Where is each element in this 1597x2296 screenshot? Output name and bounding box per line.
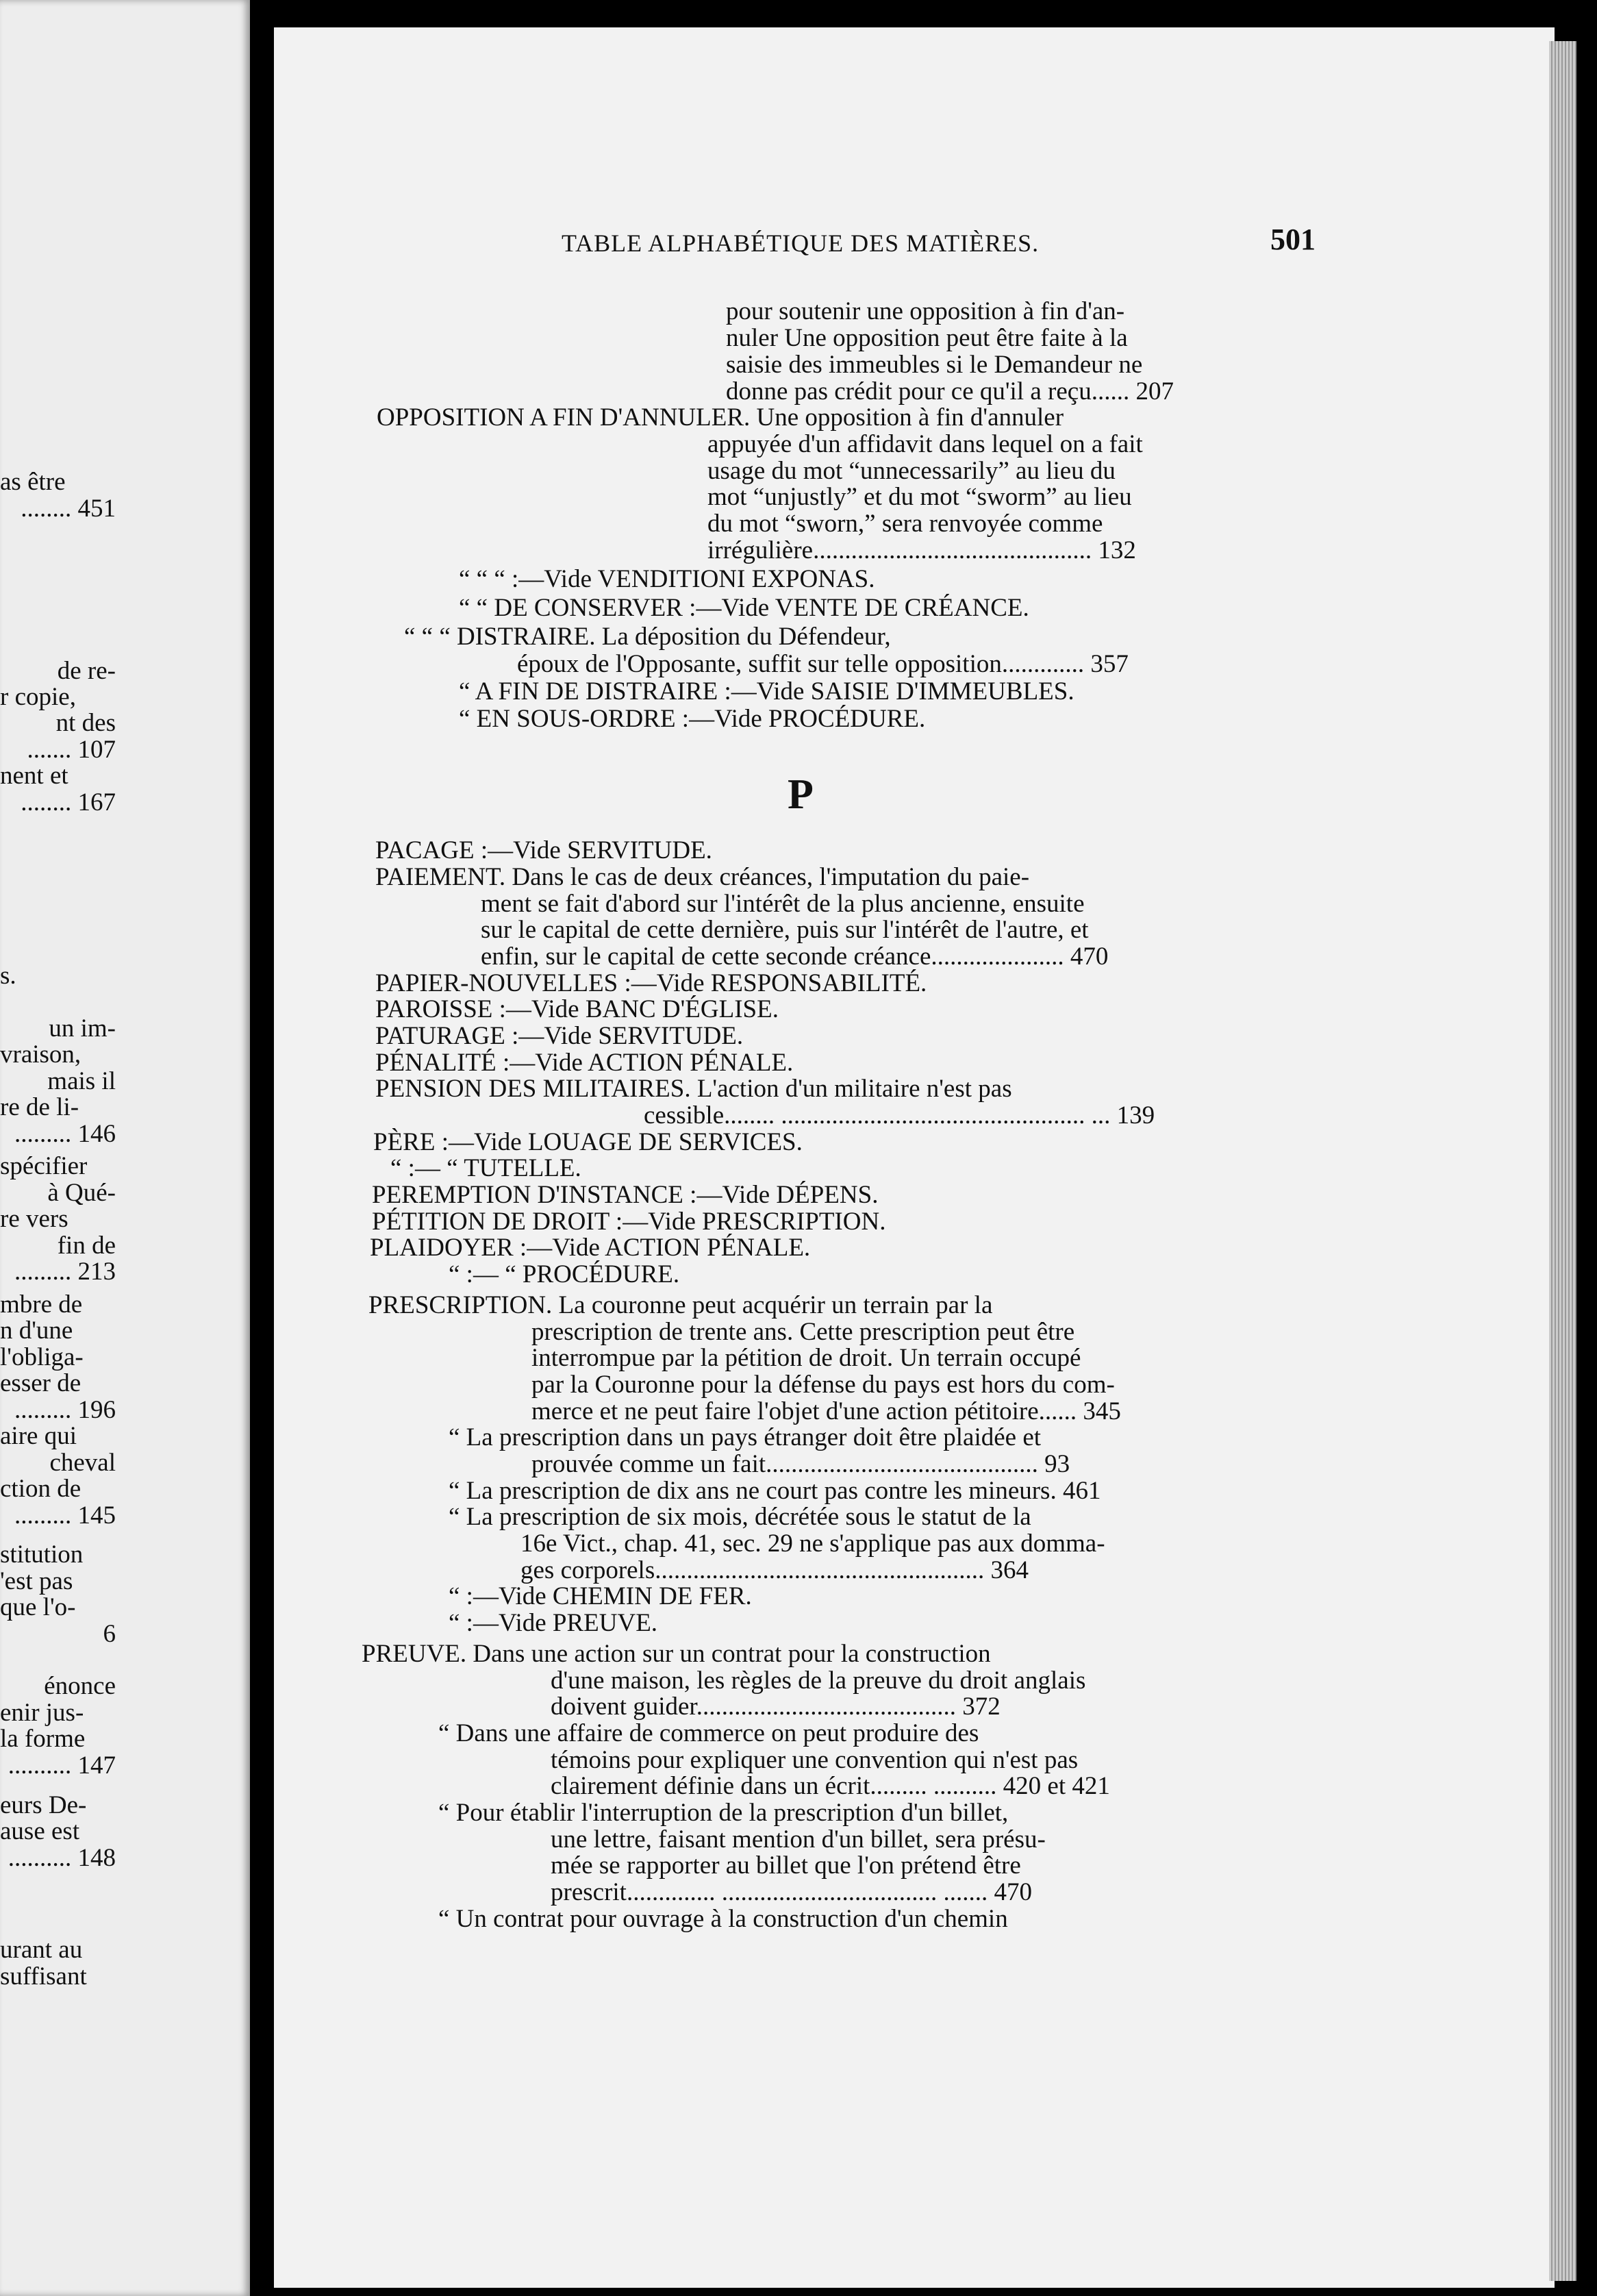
- index-line: doivent guider......................................... 372: [551, 1693, 1001, 1721]
- index-line: “ La prescription de six mois, décrétée sous le statut de la: [449, 1503, 1031, 1531]
- index-line: “ “ DE CONSERVER :—Vide VENTE DE CRÉANCE.: [459, 594, 1029, 622]
- left-page-line: re de li-: [0, 1093, 79, 1121]
- left-page-line: enir jus-: [0, 1699, 84, 1727]
- left-page-line: 'est pas: [0, 1567, 73, 1595]
- index-line: prescription de trente ans. Cette prescription peut être: [531, 1318, 1075, 1346]
- index-line: nuler Une opposition peut être faite à la: [726, 324, 1128, 352]
- index-line: “ “ “ :—Vide VENDITIONI EXPONAS.: [459, 565, 875, 593]
- index-line: PLAIDOYER :—Vide ACTION PÉNALE.: [370, 1234, 811, 1262]
- left-page-line: urant au: [0, 1936, 83, 1964]
- index-line: usage du mot “unnecessarily” au lieu du: [707, 457, 1116, 485]
- left-page-line: à Qué-: [47, 1179, 116, 1207]
- index-line: appuyée d'un affidavit dans lequel on a fait: [707, 430, 1143, 458]
- index-line: PÉNALITÉ :—Vide ACTION PÉNALE.: [375, 1049, 794, 1077]
- left-page-line: ......... 146: [14, 1120, 116, 1148]
- left-page: [0, 0, 250, 2296]
- index-line: PRESCRIPTION. La couronne peut acquérir un terrain par la: [368, 1291, 993, 1319]
- left-page-line: de re-: [57, 657, 116, 685]
- index-line: “ La prescription dans un pays étranger doit être plaidée et: [449, 1423, 1042, 1451]
- index-line: du mot “sworn,” sera renvoyée comme: [707, 510, 1103, 538]
- index-line: par la Couronne pour la défense du pays est hors du com-: [531, 1371, 1115, 1399]
- left-page-line: ......... 196: [14, 1396, 116, 1424]
- index-line: PREUVE. Dans une action sur un contrat pour la construction: [362, 1640, 991, 1668]
- index-line: interrompue par la pétition de droit. Un terrain occupé: [531, 1344, 1081, 1372]
- left-page-line: ......... 213: [14, 1258, 116, 1286]
- left-page-line: la forme: [0, 1725, 86, 1753]
- page-number: 501: [1270, 223, 1316, 256]
- index-line: irrégulière............................................ 132: [707, 536, 1136, 564]
- index-line: “ Dans une affaire de commerce on peut produire des: [438, 1719, 979, 1747]
- left-page-line: vraison,: [0, 1040, 81, 1069]
- index-line: PÉTITION DE DROIT :—Vide PRESCRIPTION.: [372, 1208, 886, 1236]
- index-line: “ EN SOUS-ORDRE :—Vide PROCÉDURE.: [459, 705, 926, 733]
- index-line: “ Pour établir l'interruption de la prescription d'un billet,: [438, 1799, 1009, 1827]
- left-page-line: as être: [0, 468, 66, 496]
- index-line: PATURAGE :—Vide SERVITUDE.: [375, 1022, 744, 1050]
- section-letter: P: [788, 771, 814, 818]
- left-page-line: nent et: [0, 762, 68, 790]
- left-page-line: re vers: [0, 1205, 68, 1233]
- left-page-line: un im-: [49, 1014, 116, 1043]
- left-page-line: ....... 107: [27, 736, 116, 764]
- index-line: ges corporels.................................................... 364: [520, 1556, 1029, 1584]
- running-head: TABLE ALPHABÉTIQUE DES MATIÈRES.: [562, 229, 1040, 257]
- left-page-line: nt des: [55, 709, 116, 737]
- left-page-line: esser de: [0, 1369, 81, 1397]
- index-line: pour soutenir une opposition à fin d'an-: [726, 297, 1125, 325]
- index-line: mot “unjustly” et du mot “sworm” au lieu: [707, 483, 1132, 511]
- index-line: PAROISSE :—Vide BANC D'ÉGLISE.: [375, 995, 779, 1023]
- index-line: “ La prescription de dix ans ne court pas contre les mineurs. 461: [449, 1477, 1101, 1505]
- index-line: merce et ne peut faire l'objet d'une action pétitoire...... 345: [531, 1397, 1121, 1425]
- left-page-line: aire qui: [0, 1422, 77, 1450]
- index-line: 16e Vict., chap. 41, sec. 29 ne s'applique pas aux domma-: [520, 1530, 1105, 1558]
- index-line: saisie des immeubles si le Demandeur ne: [726, 351, 1143, 379]
- left-page-line: énonce: [44, 1672, 116, 1700]
- index-line: PENSION DES MILITAIRES. L'action d'un militaire n'est pas: [375, 1075, 1012, 1103]
- left-page-line: spécifier: [0, 1152, 88, 1180]
- left-page-line: mais il: [47, 1067, 116, 1095]
- index-line: PEREMPTION D'INSTANCE :—Vide DÉPENS.: [372, 1181, 879, 1209]
- left-page-line: que l'o-: [0, 1593, 76, 1621]
- left-page-line: stitution: [0, 1540, 84, 1569]
- index-line: “ :—Vide CHEMIN DE FER.: [449, 1582, 752, 1610]
- left-page-line: r copie,: [0, 683, 76, 711]
- index-line: “ “ “ DISTRAIRE. La déposition du Défendeur,: [404, 623, 891, 651]
- index-line: PAIEMENT. Dans le cas de deux créances, l'imputation du paie-: [375, 863, 1030, 891]
- index-line: sur le capital de cette dernière, puis sur l'intérêt de l'autre, et: [481, 916, 1089, 944]
- left-page-line: ........ 167: [21, 788, 116, 816]
- left-page-line: 6: [103, 1620, 116, 1648]
- index-line: PAPIER-NOUVELLES :—Vide RESPONSABILITÉ.: [375, 969, 927, 997]
- page-edge: [1549, 41, 1576, 2281]
- index-line: “ :— “ PROCÉDURE.: [449, 1260, 680, 1288]
- index-line: époux de l'Opposante, suffit sur telle opposition............. 357: [517, 650, 1129, 678]
- left-page-line: ........ 451: [21, 495, 116, 523]
- left-page-line: mbre de: [0, 1290, 83, 1319]
- index-line: une lettre, faisant mention d'un billet, sera présu-: [551, 1825, 1046, 1854]
- index-line: prouvée comme un fait........................................... 93: [531, 1450, 1070, 1478]
- index-line: clairement définie dans un écrit......... .......... 420 et 421: [551, 1772, 1110, 1800]
- left-page-line: s.: [0, 962, 16, 990]
- index-line: donne pas crédit pour ce qu'il a reçu...... 207: [726, 377, 1174, 405]
- left-page-line: n d'une: [0, 1317, 73, 1345]
- left-page-line: eurs De-: [0, 1791, 87, 1819]
- index-line: OPPOSITION A FIN D'ANNULER. Une opposition à fin d'annuler: [377, 403, 1064, 432]
- index-line: cessible........ ................................................ ... 139: [644, 1101, 1155, 1130]
- index-line: “ Un contrat pour ouvrage à la construction d'un chemin: [438, 1905, 1008, 1933]
- left-page-line: .......... 147: [8, 1751, 116, 1780]
- index-line: témoins pour expliquer une convention qui n'est pas: [551, 1746, 1079, 1774]
- index-line: “ A FIN DE DISTRAIRE :—Vide SAISIE D'IMMEUBLES.: [459, 677, 1074, 706]
- left-page-line: suffisant: [0, 1962, 87, 1991]
- left-page-line: cheval: [49, 1449, 116, 1477]
- left-page-line: fin de: [57, 1232, 116, 1260]
- index-line: PACAGE :—Vide SERVITUDE.: [375, 836, 712, 864]
- index-line: “ :— “ TUTELLE.: [390, 1154, 581, 1182]
- index-line: enfin, sur le capital de cette seconde créance..................... 470: [481, 943, 1109, 971]
- index-line: mée se rapporter au billet que l'on prétend être: [551, 1851, 1021, 1880]
- index-line: PÈRE :—Vide LOUAGE DE SERVICES.: [373, 1128, 803, 1156]
- left-page-line: .......... 148: [8, 1844, 116, 1872]
- index-line: d'une maison, les règles de la preuve du droit anglais: [551, 1667, 1086, 1695]
- index-line: prescrit.............. .................................. ....... 470: [551, 1878, 1032, 1906]
- left-page-line: ......... 145: [14, 1501, 116, 1530]
- left-page-line: l'obliga-: [0, 1343, 84, 1371]
- left-page-line: ction de: [0, 1475, 81, 1503]
- index-line: “ :—Vide PREUVE.: [449, 1609, 658, 1637]
- index-line: ment se fait d'abord sur l'intérêt de la plus ancienne, ensuite: [481, 890, 1085, 918]
- left-page-line: ause est: [0, 1817, 80, 1845]
